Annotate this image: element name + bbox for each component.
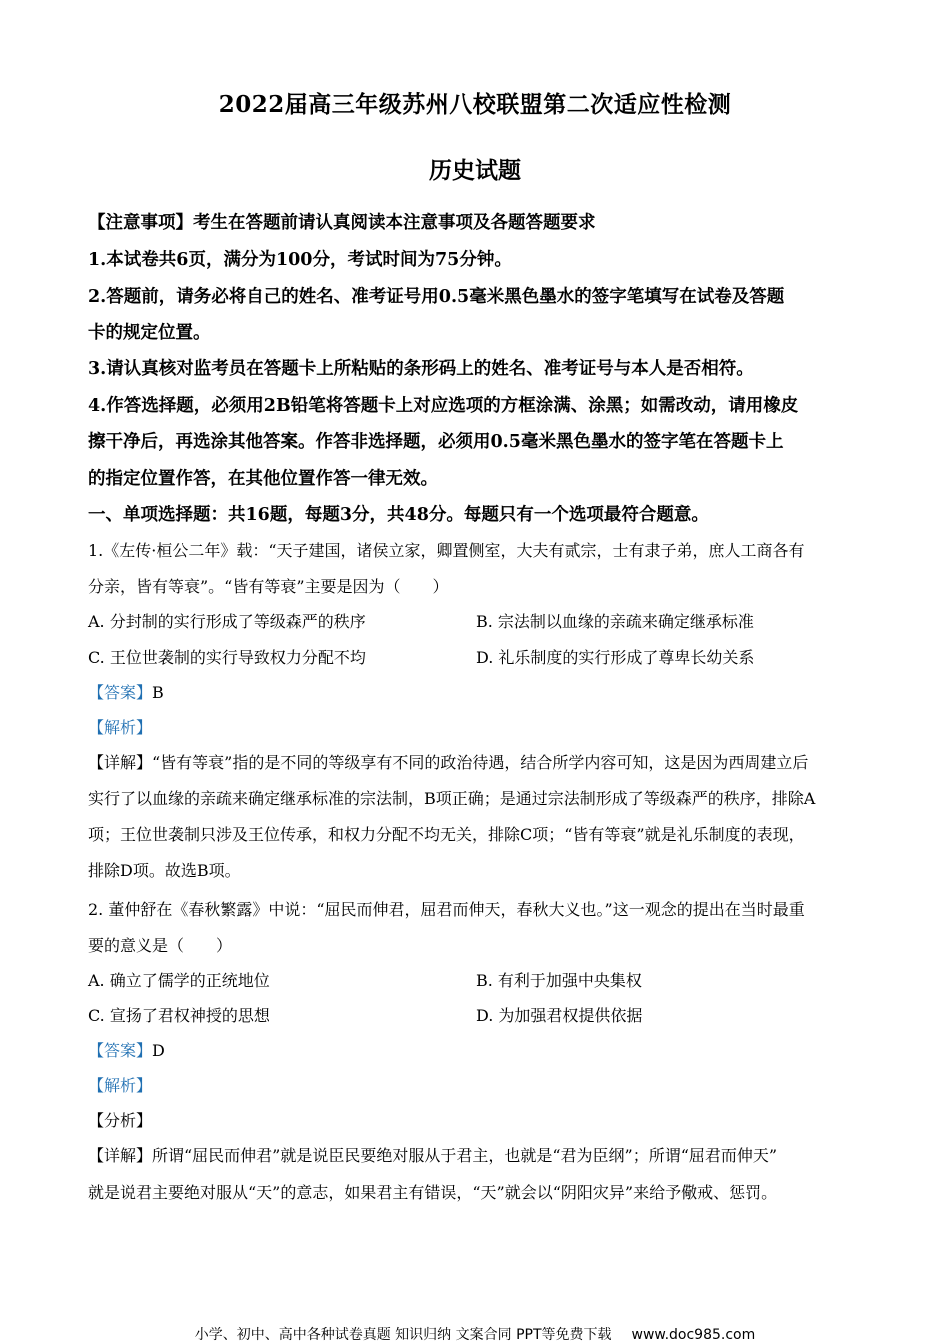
- notice-item-4-line-1: 4.作答选择题，必须用2B铅笔将答题卡上对应选项的方框涂满、涂黑；如需改动，请用橡皮: [88, 396, 799, 416]
- q1-stem-line-1: 1.《左传·桓公二年》载：“天子建国，诸侯立家，卿置侧室，大夫有贰宗，士有隶子弟，庶人工商各有: [88, 541, 805, 560]
- answer-label: 【答案】: [88, 683, 153, 702]
- q2-option-d: D. 为加强君权提供依据: [476, 1006, 643, 1025]
- page-footer: [0, 1324, 950, 1344]
- q1-option-a: A. 分封制的实行形成了等级森严的秩序: [88, 612, 366, 631]
- notice-heading: 【注意事项】考生在答题前请认真阅读本注意事项及各题答题要求: [88, 213, 596, 233]
- q2-option-c: C. 宣扬了君权神授的思想: [88, 1006, 270, 1025]
- q1-option-d: D. 礼乐制度的实行形成了尊卑长幼关系: [476, 648, 755, 667]
- notice-item-1: 1.本试卷共6页，满分为100分，考试时间为75分钟。: [88, 250, 512, 270]
- footer-text: 小学、初中、高中各种试卷真题 知识归纳 文案合同 PPT等免费下载: [194, 1327, 612, 1343]
- answer-value: D: [152, 1041, 165, 1060]
- q2-detail-line-2: 就是说君主要绝对服从“天”的意志，如果君主有错误，“天”就会以“阴阳灾异”来给予儆戒、惩罚。: [88, 1183, 778, 1202]
- answer-label: 【答案】: [88, 1041, 153, 1060]
- footer-link[interactable]: www.doc985.com: [631, 1327, 756, 1343]
- notice-item-4-line-3: 的指定位置作答，在其他位置作答一律无效。: [88, 469, 438, 489]
- section-heading: 一、单项选择题：共16题，每题3分，共48分。每题只有一个选项最符合题意。: [88, 505, 709, 525]
- q1-option-c: C. 王位世袭制的实行导致权力分配不均: [88, 648, 366, 667]
- q1-stem-line-2: 分亲，皆有等衰”。“皆有等衰”主要是因为（ ）: [88, 577, 449, 596]
- q2-fenxi-label: 【分析】: [88, 1111, 153, 1130]
- q1-detail-line-3: 项；王位世袭制只涉及王位传承，和权力分配不均无关，排除C项；“皆有等衰”就是礼乐制度的表现，: [88, 825, 805, 844]
- q2-stem-line-1: 2. 董仲舒在《春秋繁露》中说：“屈民而伸君，屈君而伸天，春秋大义也。”这一观念的提出在当时最重: [88, 900, 805, 919]
- q2-analysis-label: 【解析】: [88, 1076, 153, 1095]
- q1-analysis-label: 【解析】: [88, 718, 153, 737]
- q1-answer: [88, 680, 868, 703]
- notice-item-2-line-1: 2.答题前，请务必将自己的姓名、准考证号用0.5毫米黑色墨水的签字笔填写在试卷及答题: [88, 287, 785, 307]
- q1-detail-line-1: 【详解】“皆有等衰”指的是不同的等级享有不同的政治待遇，结合所学内容可知，这是因为西周建立后: [88, 753, 809, 772]
- q2-option-a: A. 确立了儒学的正统地位: [88, 971, 270, 990]
- q1-option-b: B. 宗法制以血缘的亲疏来确定继承标准: [476, 612, 754, 631]
- exam-subject: 历史试题: [429, 157, 521, 184]
- q1-detail-line-4: 排除D项。故选B项。: [88, 861, 241, 880]
- q2-detail-line-1: 【详解】所谓“屈民而伸君”就是说臣民要绝对服从于君主，也就是“君为臣纲”；所谓“屈君而伸天”: [88, 1146, 778, 1165]
- q1-detail-line-2: 实行了以血缘的亲疏来确定继承标准的宗法制，B项正确；是通过宗法制形成了等级森严的秩序，排除A: [88, 789, 816, 808]
- notice-item-2-line-2: 卡的规定位置。: [88, 323, 211, 343]
- notice-item-4-line-2: 擦干净后，再选涂其他答案。作答非选择题，必须用0.5毫米黑色墨水的签字笔在答题卡上: [88, 432, 784, 452]
- exam-title: 2022届高三年级苏州八校联盟第二次适应性检测: [218, 91, 732, 118]
- notice-item-3: 3.请认真核对监考员在答题卡上所粘贴的条形码上的姓名、准考证号与本人是否相符。: [88, 359, 754, 379]
- q2-stem-line-2: 要的意义是（ ）: [88, 936, 233, 955]
- q2-option-b: B. 有利于加强中央集权: [476, 971, 642, 990]
- q2-answer: [88, 1038, 868, 1061]
- answer-value: B: [152, 683, 164, 702]
